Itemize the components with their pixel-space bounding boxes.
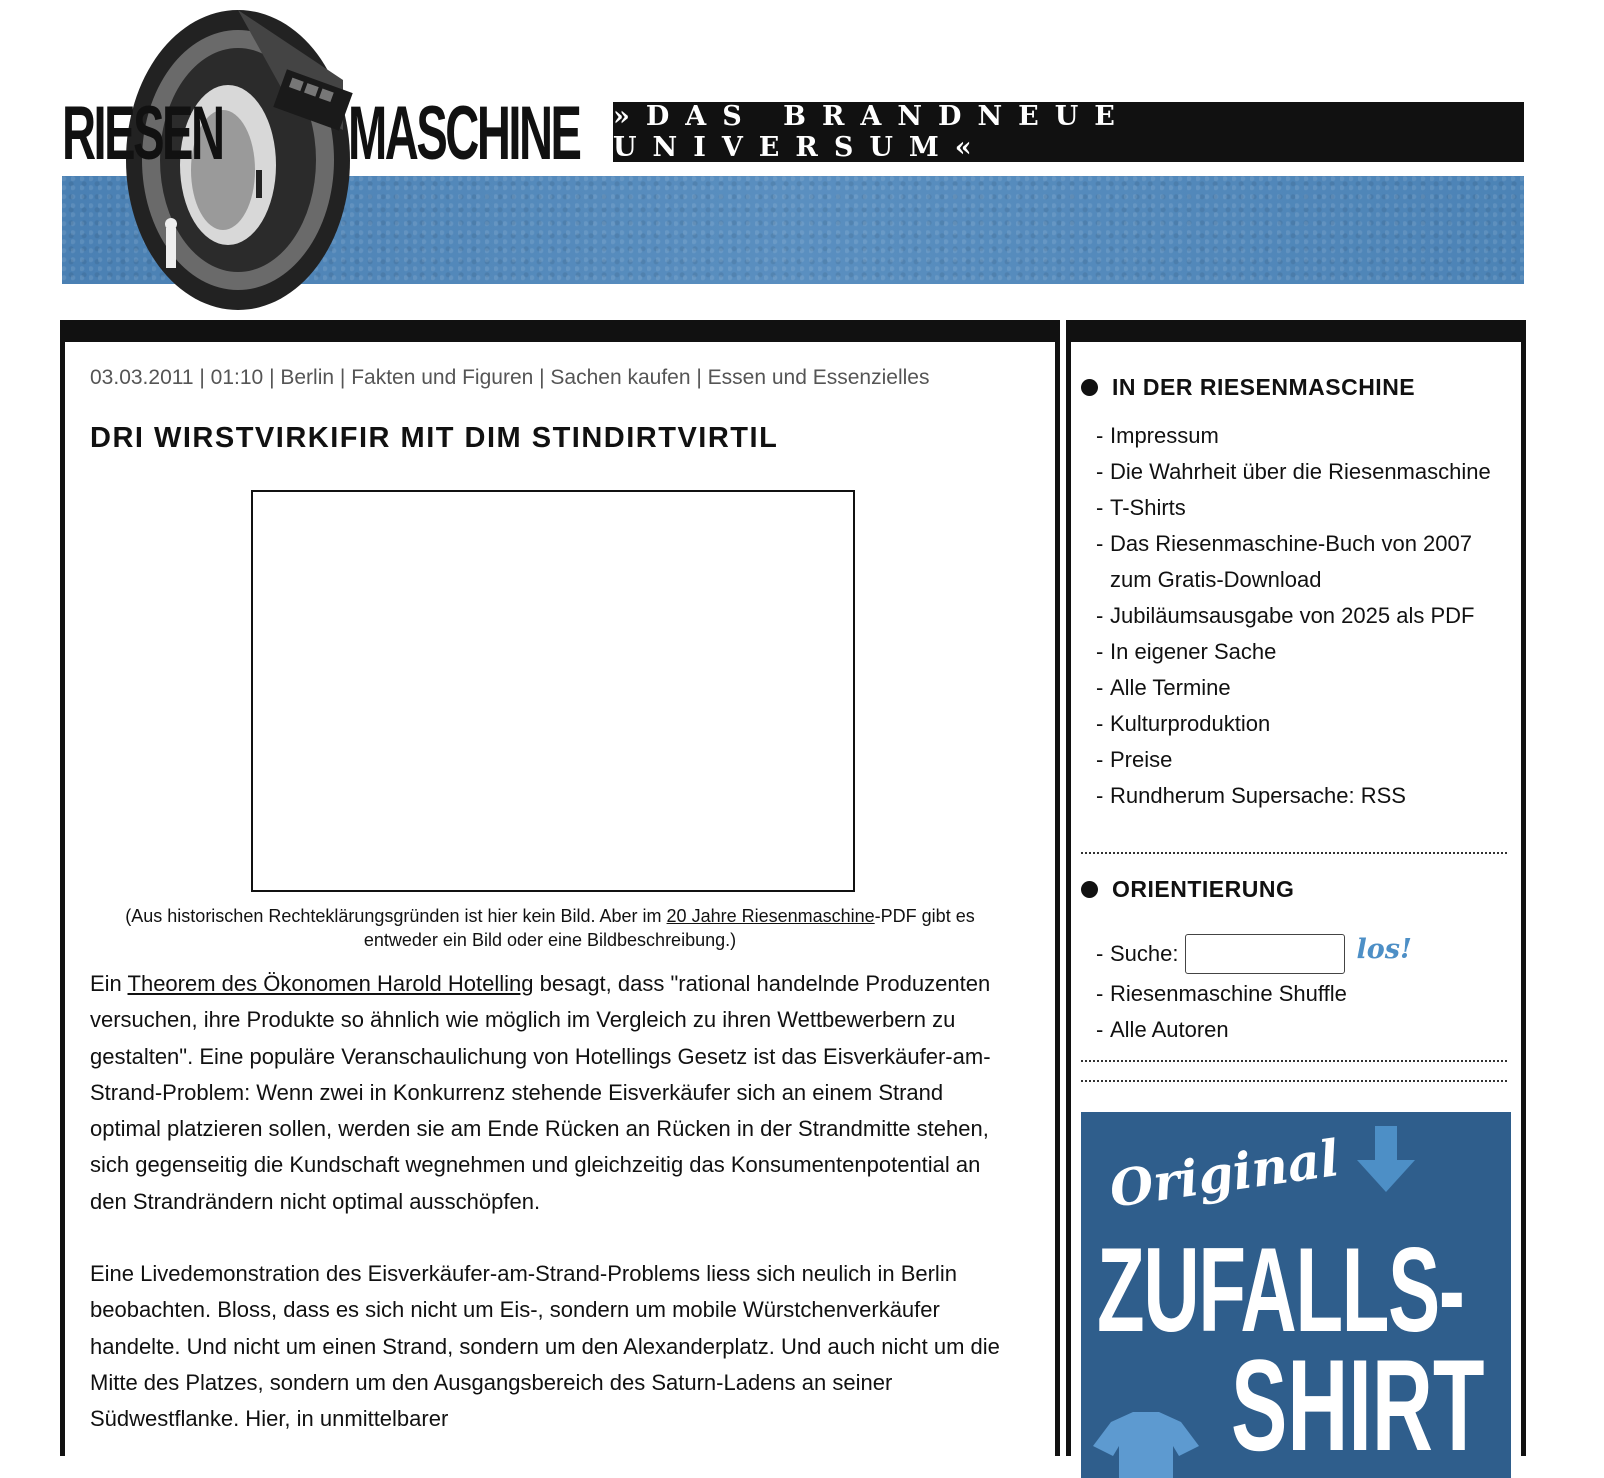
- sidebar-item-rss: - Rundherum Supersache: RSS: [1096, 783, 1406, 808]
- main-content-column: [60, 320, 1060, 1456]
- sidebar-list-orientierung: [1096, 932, 1516, 1048]
- tagline-bar: [613, 102, 1524, 162]
- sidebar-heading-riesenmaschine: IN DER RIESENMASCHINE: [1081, 374, 1415, 401]
- article-title: DRI WIRSTVIRKIFIR MIT DIM STINDIRTVIRTIL: [90, 422, 779, 454]
- divider: [1081, 852, 1507, 854]
- sidebar-item-eigene-sache: - In eigener Sache: [1096, 639, 1277, 664]
- article-date: 03.03.2011: [90, 366, 194, 389]
- caption-link-20-jahre[interactable]: 20 Jahre Riesenmaschine: [666, 906, 875, 926]
- tagline-text: »DAS BRANDNEUE UNIVERSUM«: [613, 101, 1131, 163]
- search-label: Suche:: [1110, 941, 1179, 966]
- logo-word-right: MASCHINE: [348, 91, 580, 176]
- sidebar-item-kulturproduktion: - Kulturproduktion: [1096, 711, 1271, 736]
- article-body: [90, 966, 1020, 1474]
- search-input[interactable]: [1185, 934, 1345, 974]
- image-caption: (Aus historischen Rechteklärungsgründen ist hier kein Bild. Aber im 20 Jahre Riesenmaschine-PDF gibt es entweder ein Bild oder eine Bildbeschreibung.): [125, 906, 975, 950]
- article-time: 01:10: [210, 366, 264, 389]
- sidebar-item-shuffle: - Riesenmaschine Shuffle: [1096, 981, 1347, 1006]
- promo-line-zufalls: ZUFALLS-: [1097, 1223, 1464, 1357]
- sidebar-item-impressum: - Impressum: [1096, 423, 1219, 448]
- zufalls-shirt-promo[interactable]: [1081, 1112, 1511, 1478]
- tshirt-icon: [1091, 1412, 1201, 1478]
- search-row: - Suche: los!: [1096, 932, 1516, 976]
- sidebar-item-tshirts: - T-Shirts: [1096, 495, 1186, 520]
- divider: [1081, 1080, 1507, 1082]
- article-meta: 03.03.2011 | 01:10 | Berlin | Fakten und Figuren | Sachen kaufen | Essen und Essenzielles: [90, 366, 930, 389]
- sidebar-heading-orientierung: ORIENTIERUNG: [1081, 876, 1294, 903]
- hotelling-theorem-link[interactable]: Theorem des Ökonomen Harold Hotelling: [127, 971, 534, 996]
- category-link-fakten[interactable]: Fakten und Figuren: [351, 366, 534, 389]
- bullet-icon: [1081, 379, 1098, 396]
- category-link-berlin[interactable]: Berlin: [280, 366, 335, 389]
- site-header: [0, 0, 1604, 320]
- sidebar-item-termine: - Alle Termine: [1096, 675, 1231, 700]
- category-link-sachen-kaufen[interactable]: Sachen kaufen: [550, 366, 691, 389]
- search-submit-button[interactable]: los!: [1356, 934, 1412, 965]
- divider: [1081, 1060, 1507, 1062]
- bullet-icon: [1081, 881, 1098, 898]
- paragraph-2: Eine Livedemonstration des Eisverkäufer-am-Strand-Problems liess sich neulich in Berlin beobachten. Bloss, dass es sich nicht um Eis-, sondern um mobile Würstchenverkäufer handelte. Und nicht um einen Strand, sondern um den Alexanderplatz. Und auch nicht um die Mitte des Platzes, sondern um den Ausgangsbereich des Saturn-Ladens an seiner Südwestflanke. Hier, in unmittelbarer: [90, 1261, 1000, 1432]
- category-link-essen[interactable]: Essen und Essenzielles: [707, 366, 930, 389]
- promo-line-shirt: SHIRT: [1231, 1332, 1485, 1478]
- promo-line-original: Original: [1106, 1128, 1343, 1219]
- arrow-down-icon: [1351, 1126, 1421, 1196]
- sidebar: [1066, 320, 1526, 1478]
- sidebar-list-riesenmaschine: [1096, 418, 1516, 814]
- sidebar-item-jubilaeum: - Jubiläumsausgabe von 2025 als PDF: [1096, 603, 1475, 628]
- image-placeholder: [251, 490, 855, 892]
- sidebar-item-wahrheit: - Die Wahrheit über die Riesenmaschine: [1096, 459, 1491, 484]
- logo-word-left: RIESEN: [62, 91, 223, 176]
- paragraph-1: Ein Theorem des Ökonomen Harold Hotelling besagt, dass "rational handelnde Produzenten versuchen, ihre Produkte so ähnlich wie möglich im Vergleich zu ihren Wettbewerbern zu gestalten". Eine populäre Veranschaulichung von Hotellings Gesetz ist das Eisverkäufer-am-Strand-Problem: Wenn zwei in Konkurrenz stehende Eisverkäufer sich an einem Strand optimal platzieren sollen, werden sie am Ende Rücken an Rücken in der Strandmitte stehen, sich gegenseitig die Kundschaft wegnehmen und gleichzeitig das Konsumentenpotential an den Strandrändern nicht optimal ausschöpfen.: [90, 971, 991, 1214]
- sidebar-item-preise: - Preise: [1096, 747, 1173, 772]
- sidebar-item-autoren: - Alle Autoren: [1096, 1017, 1229, 1042]
- sidebar-item-buch: - Das Riesenmaschine-Buch von 2007 zum Gratis-Download: [1096, 531, 1472, 592]
